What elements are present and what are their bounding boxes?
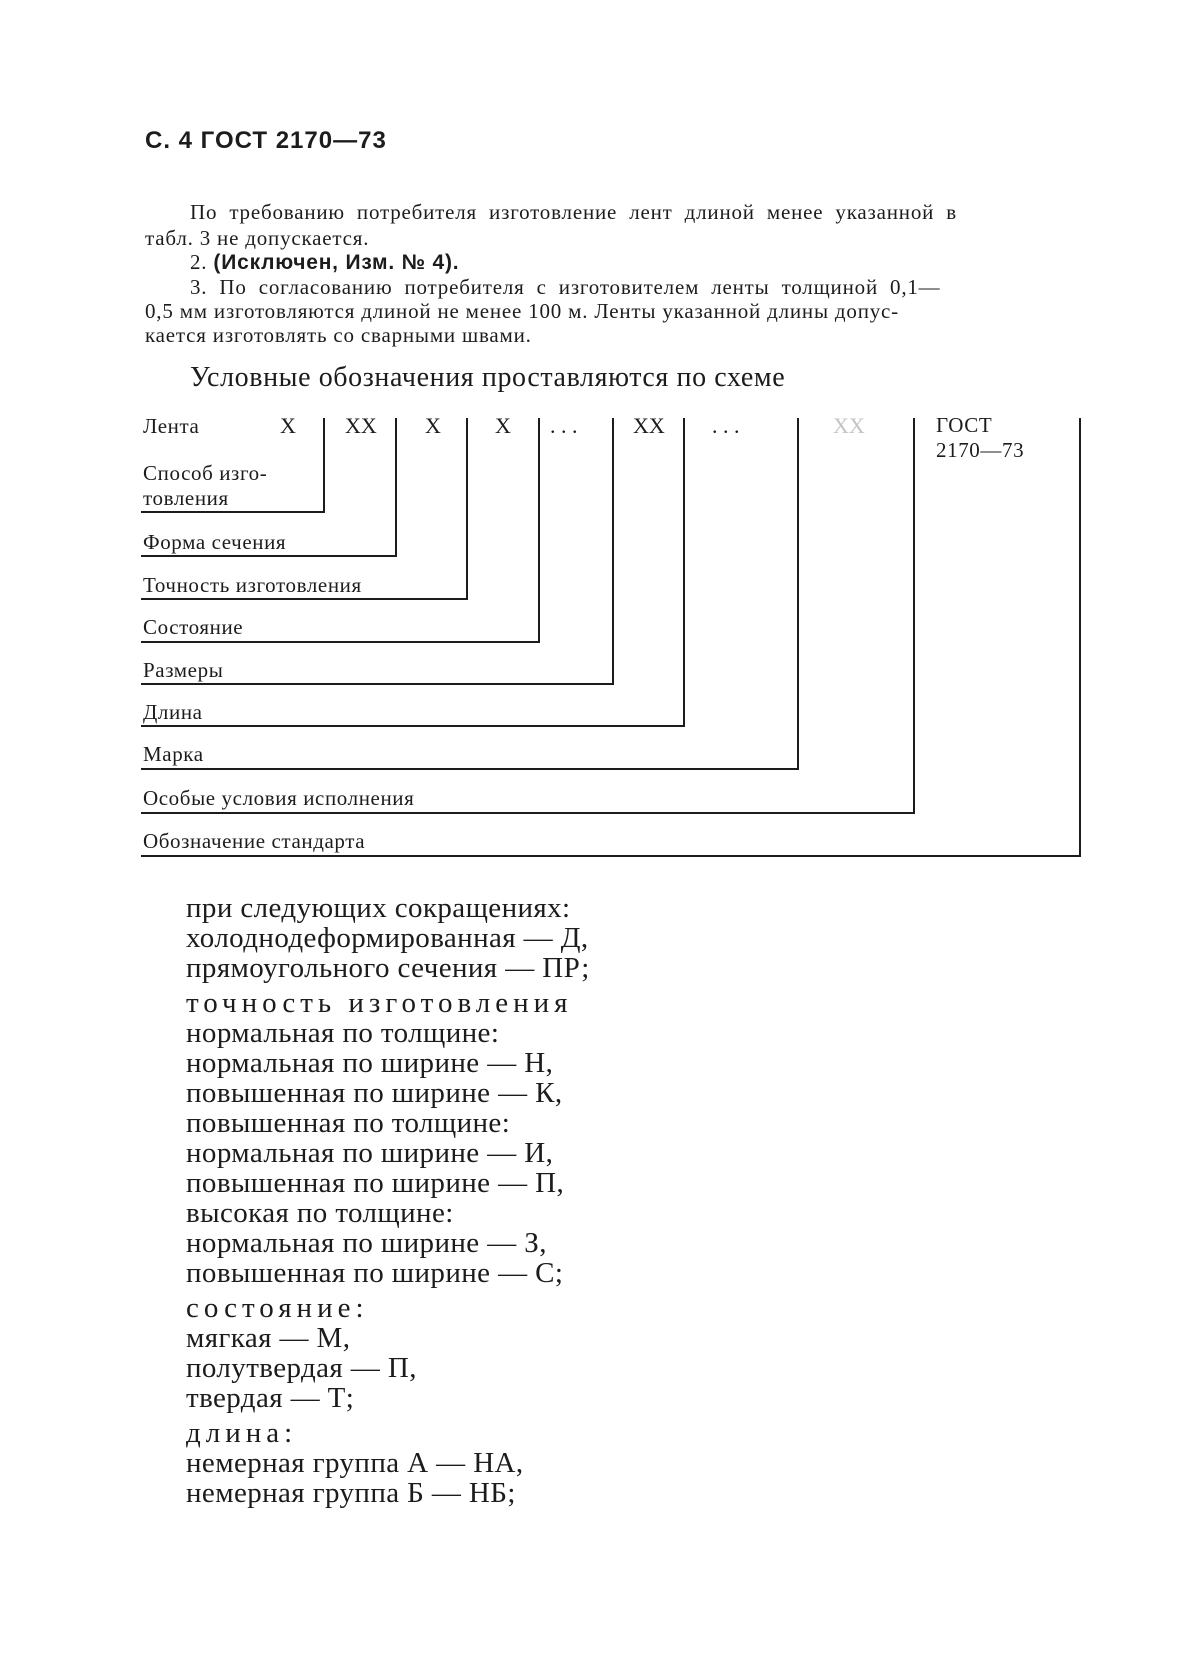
- abbr-accuracy-increased-thickness-normal-width: нормальная по ширине — И,: [186, 1137, 554, 1169]
- label-state: Состояние: [143, 615, 244, 639]
- connector-vertical-state: [538, 418, 540, 642]
- abbr-accuracy-normal-thickness-increased-width: повышенная по ширине — К,: [186, 1077, 563, 1109]
- connector-vertical-standard: [1079, 418, 1081, 856]
- abbr-accuracy-increased-thickness-increased-width: повышенная по ширине — П,: [186, 1167, 565, 1199]
- abbr-accuracy-normal-thickness-normal-width: нормальная по ширине — Н,: [186, 1047, 554, 1079]
- paragraph-1-line-2: табл. 3 не допускается.: [145, 226, 370, 250]
- label-length: Длина: [143, 700, 203, 724]
- paragraph-2: [190, 250, 459, 275]
- paragraph-3-line-1: 3. По согласованию потребителя с изготовителем ленты толщиной 0,1—: [190, 275, 941, 299]
- connector-horizontal-grade: [141, 768, 799, 770]
- label-method-line-2: товления: [143, 486, 229, 510]
- connector-vertical-section: [395, 418, 397, 557]
- code-length: XX: [633, 413, 665, 438]
- abbr-intro: при следующих сокращениях:: [186, 892, 571, 924]
- page-header: С. 4 ГОСТ 2170—73: [145, 127, 387, 154]
- connector-horizontal-section: [141, 555, 397, 557]
- connector-vertical-accuracy: [466, 418, 468, 599]
- abbr-state-hard: твердая — Т;: [186, 1382, 355, 1414]
- connector-horizontal-length: [141, 725, 685, 727]
- abbr-state-half-hard: полутвердая — П,: [186, 1352, 417, 1384]
- label-standard: Обозначение стандарта: [143, 829, 366, 853]
- connector-vertical-method: [323, 418, 325, 512]
- paragraph-3-line-3: кается изготовлять со сварными швами.: [145, 323, 532, 347]
- paragraph-2-text: (Исключен, Изм. № 4).: [213, 251, 460, 274]
- code-special: XX: [833, 413, 865, 438]
- standard-code-line-2: 2170—73: [936, 438, 1025, 462]
- paragraph-1-line-1: По требованию потребителя изготовление лент длиной менее указанной в: [190, 200, 957, 224]
- code-grade: . . .: [712, 413, 740, 438]
- label-accuracy: Точность изготовления: [143, 573, 362, 597]
- connector-horizontal-special: [141, 812, 915, 814]
- abbr-method: холоднодеформированная — Д,: [186, 922, 589, 954]
- scheme-title: Условные обозначения проставляются по схеме: [190, 362, 786, 393]
- label-method-line-1: Способ изго-: [143, 461, 268, 485]
- abbr-length-group-a: немерная группа А — НА,: [186, 1447, 524, 1479]
- abbr-heading-state: состояние:: [186, 1292, 369, 1324]
- code-section: XX: [345, 413, 377, 438]
- paragraph-2-number: 2.: [190, 250, 208, 274]
- abbr-accuracy-high-thickness-normal-width: нормальная по ширине — З,: [186, 1227, 547, 1259]
- label-special: Особые условия исполнения: [143, 786, 415, 810]
- abbr-accuracy-normal-thickness: нормальная по толщине:: [186, 1017, 500, 1049]
- code-method: X: [280, 413, 296, 438]
- scheme-lead-label: Лента: [143, 414, 200, 438]
- abbr-accuracy-increased-thickness: повышенная по толщине:: [186, 1107, 511, 1139]
- label-grade: Марка: [143, 742, 204, 766]
- connector-vertical-dimensions: [612, 418, 614, 684]
- abbr-heading-accuracy: точность изготовления: [186, 987, 573, 1019]
- connector-vertical-length: [683, 418, 685, 726]
- label-dimensions: Размеры: [143, 658, 224, 682]
- code-accuracy: X: [425, 413, 441, 438]
- connector-vertical-special: [913, 418, 915, 813]
- abbr-state-soft: мягкая — М,: [186, 1322, 351, 1354]
- connector-horizontal-standard: [141, 855, 1081, 857]
- abbr-accuracy-high-thickness-increased-width: повышенная по ширине — С;: [186, 1257, 564, 1289]
- connector-horizontal-dimensions: [141, 683, 614, 685]
- code-dimensions: . . .: [550, 413, 578, 438]
- label-section: Форма сечения: [143, 530, 287, 554]
- standard-code-line-1: ГОСТ: [936, 413, 993, 437]
- abbreviation-list: [186, 893, 590, 1508]
- code-state: X: [495, 413, 511, 438]
- paragraph-3-line-2: 0,5 мм изготовляются длиной не менее 100 м. Ленты указанной длины допус-: [145, 299, 899, 323]
- abbr-length-group-b: немерная группа Б — НБ;: [186, 1477, 516, 1509]
- abbr-section: прямоугольного сечения — ПР;: [186, 952, 590, 984]
- connector-horizontal-method: [141, 511, 325, 513]
- connector-vertical-grade: [797, 418, 799, 769]
- connector-horizontal-state: [141, 641, 540, 643]
- abbr-heading-length: длина:: [186, 1417, 298, 1449]
- connector-horizontal-accuracy: [141, 598, 468, 600]
- abbr-accuracy-high-thickness: высокая по толщине:: [186, 1197, 454, 1229]
